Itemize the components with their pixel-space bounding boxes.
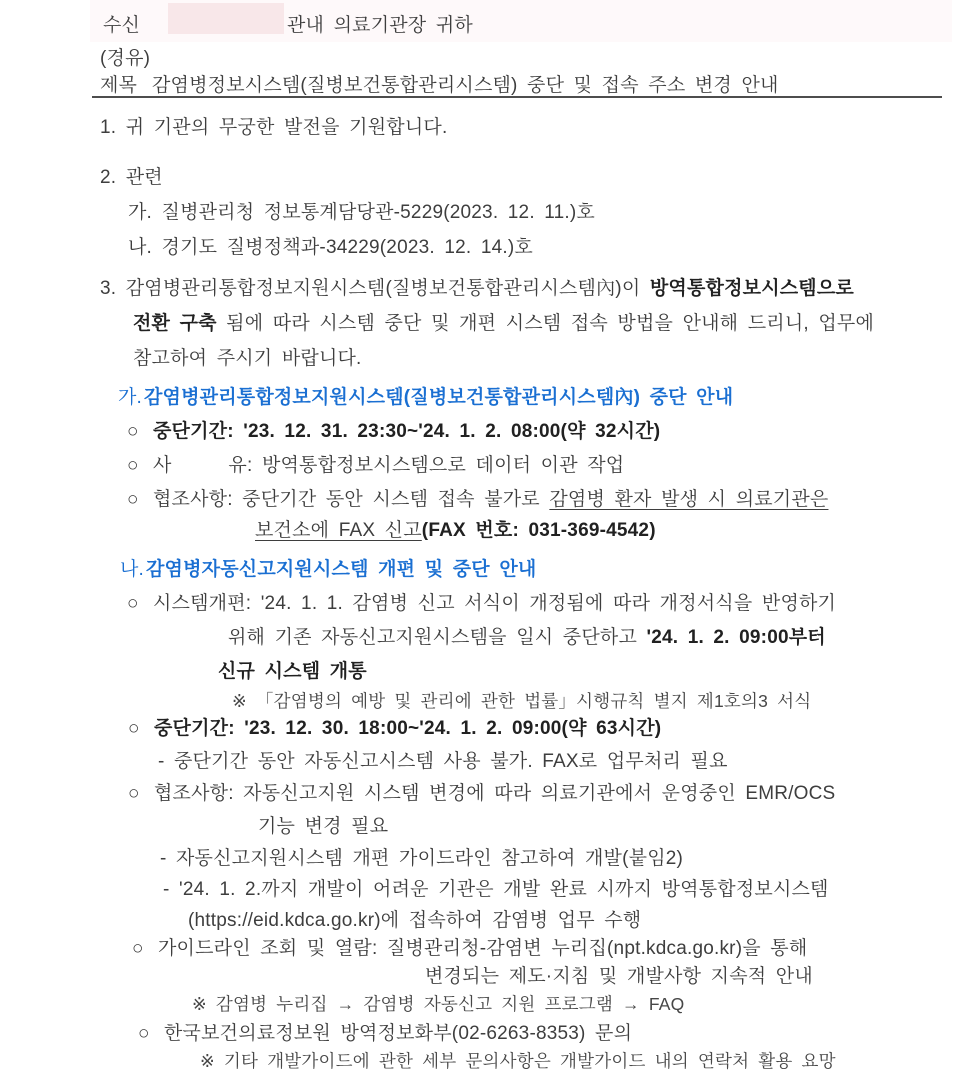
section-a-period	[127, 416, 660, 443]
section-a-coop-text: 중단기간 동안 시스템 접속 불가로	[232, 489, 550, 510]
paragraph-3-text: 3. 감염병관리통합정보지원시스템(질병보건통합관리시스템內)이	[100, 278, 650, 299]
via-label: (경유)	[100, 48, 151, 69]
section-a-coop-line-2	[255, 515, 656, 542]
section-b-reorg-line-2	[228, 622, 826, 649]
section-b-note-dev-guide: ※ 기타 개발가이드에 관한 세부 문의사항은 개발가이드 내의 연락처 활용 요망	[200, 1051, 836, 1071]
section-a-coop-underlined-2: 보건소에 FAX 신고	[255, 520, 422, 541]
paragraph-3-line-1	[100, 273, 854, 300]
section-a-fax-number: (FAX 번호: 031-369-4542)	[421, 520, 656, 541]
section-a-reason-text: 방역통합정보시스템으로 데이터 이관 작업	[252, 455, 625, 476]
section-b-marker: 나.	[120, 559, 145, 580]
redacted-recipient	[168, 3, 284, 34]
section-b-title: 감염병자동신고지원시스템 개편 및 중단 안내	[146, 559, 537, 580]
reference-b: 나. 경기도 질병정책과-34229(2023. 12. 14.)호	[128, 237, 533, 258]
paragraph-3-bold-2: 전환 구축	[133, 313, 217, 334]
section-b-period-text: 중단기간: '23. 12. 30. 18:00~'24. 1. 2. 09:00(약 63시간)	[154, 718, 662, 739]
section-b-reorg-text-2: 위해 기존 자동신고지원시스템을 일시 중단하고	[228, 627, 647, 648]
section-b-reorg-label: 시스템개편:	[153, 593, 252, 614]
circle-bullet-icon: ○	[127, 489, 139, 510]
recipient-text: 관내 의료기관장 귀하	[287, 15, 473, 36]
recipient-label: 수신	[103, 15, 141, 36]
section-b-reorg-line-1	[127, 588, 836, 615]
section-b-period	[128, 713, 661, 740]
section-b-note-faq: ※ 감염병 누리집 → 감염병 자동신고 지원 프로그램 → FAQ	[192, 994, 685, 1014]
section-a-coop-underlined-1: 감염병 환자 발생 시 의료기관은	[549, 489, 829, 510]
paragraph-1: 1. 귀 기관의 무궁한 발전을 기원합니다.	[100, 117, 448, 138]
section-b-coop-label: 협조사항:	[154, 783, 234, 804]
section-b-guide-line-2: 변경되는 제도·지침 및 개발사항 지속적 안내	[425, 966, 813, 987]
circle-bullet-icon: ○	[128, 718, 140, 739]
title-divider	[92, 96, 942, 98]
section-a-marker: 가.	[118, 387, 143, 408]
section-b-coop-text-1: 자동신고지원 시스템 변경에 따라 의료기관에서 운영중인 EMR/OCS	[233, 783, 836, 804]
section-a-coop-line-1	[127, 484, 828, 511]
section-a-heading	[118, 382, 733, 409]
section-b-guide-text-1: 가이드라인 조회 및 열람: 질병관리청-감염변 누리집(npt.kdca.go.kr)을 통해	[158, 938, 808, 959]
paragraph-3-bold: 방역통합정보시스템으로	[649, 278, 854, 299]
section-b-reorg-text-1: '24. 1. 1. 감염병 신고 서식이 개정됨에 따라 개정서식을 반영하기	[251, 593, 837, 614]
section-b-heading	[120, 554, 536, 581]
section-b-dash-2: - 자동신고지원시스템 개편 가이드라인 참고하여 개발(붙임2)	[160, 848, 684, 869]
section-b-new-system: 신규 시스템 개통	[218, 661, 367, 682]
subject-label: 제목	[100, 75, 138, 96]
section-b-contact	[138, 1018, 632, 1045]
reference-a: 가. 질병관리청 정보통계담당관-5229(2023. 12. 11.)호	[128, 202, 595, 223]
section-b-dash-3-line-2: (https://eid.kdca.go.kr)에 접속하여 감염병 업무 수행	[188, 910, 642, 931]
section-a-coop-label: 협조사항:	[153, 489, 233, 510]
section-a-title: 감염병관리통합정보지원시스템(질병보건통합관리시스템內) 중단 안내	[144, 387, 734, 408]
section-b-coop-line-2: 기능 변경 필요	[258, 816, 389, 837]
circle-bullet-icon: ○	[138, 1023, 150, 1044]
circle-bullet-icon: ○	[132, 938, 144, 959]
section-b-note-law: ※ 「감염병의 예방 및 관리에 관한 법률」시행규칙 별지 제1호의3 서식	[232, 691, 812, 711]
section-b-reorg-line-3	[218, 656, 367, 683]
paragraph-3-line-3: 참고하여 주시기 바랍니다.	[133, 348, 362, 369]
section-b-reorg-bold: '24. 1. 2. 09:00부터	[646, 627, 826, 648]
paragraph-3-text-2: 됨에 따라 시스템 중단 및 개편 시스템 접속 방법을 안내해 드리니, 업무에	[216, 313, 874, 334]
section-b-dash-3-line-1: - '24. 1. 2.까지 개발이 어려운 기관은 개발 완료 시까지 방역통합정보시스템	[163, 879, 829, 900]
circle-bullet-icon: ○	[127, 593, 139, 614]
section-a-reason-label: 사 유:	[153, 455, 253, 476]
section-b-dash-1: - 중단기간 동안 자동신고시스템 사용 불가. FAX로 업무처리 필요	[158, 751, 728, 772]
section-b-coop-line-1	[128, 778, 835, 805]
circle-bullet-icon: ○	[127, 455, 139, 476]
section-a-period-text: 중단기간: '23. 12. 31. 23:30~'24. 1. 2. 08:00(약 32시간)	[153, 421, 661, 442]
section-b-contact-text: 한국보건의료정보원 방역정보화부(02-6263-8353) 문의	[164, 1023, 633, 1044]
paragraph-2: 2. 관련	[100, 167, 163, 188]
section-b-guide-line-1	[132, 933, 807, 960]
subject-text: 감염병정보시스템(질병보건통합관리시스템) 중단 및 접속 주소 변경 안내	[152, 75, 779, 96]
paragraph-3-line-2	[133, 308, 874, 335]
section-a-reason	[127, 450, 624, 477]
circle-bullet-icon: ○	[127, 421, 139, 442]
circle-bullet-icon: ○	[128, 783, 140, 804]
